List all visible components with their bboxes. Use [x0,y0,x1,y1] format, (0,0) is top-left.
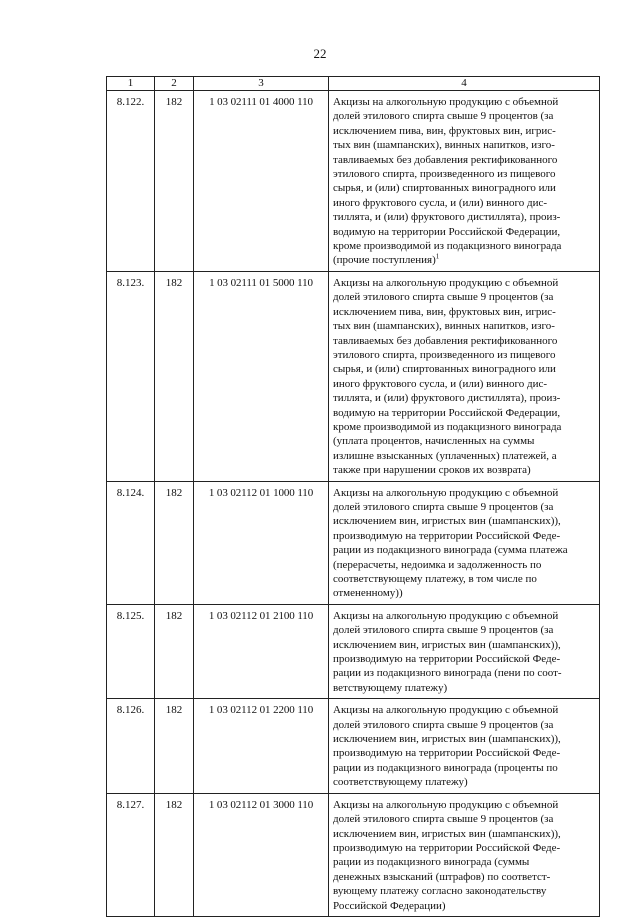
description-line-text: Акцизы на алкогольную продукцию с объемной [333,704,559,717]
header-col-1: 1 [107,77,155,91]
description-line-text: сырья, и (или) спиртованных виноградного или [333,363,556,376]
description-line-text: рации из подакцизного винограда (сумма платежа [333,544,568,557]
revenue-description [329,604,600,698]
description-line [333,558,595,572]
table-body [107,91,600,917]
description-line-text: рации из подакцизного винограда (пени по соот- [333,667,562,680]
description-line [333,362,595,376]
description-line-text: производимую на территории Российской Феде- [333,653,561,666]
description-line [333,253,595,267]
table-row [107,481,600,604]
row-number: 8.126. [107,699,155,793]
description-line [333,855,595,869]
description-line [333,529,595,543]
description-line-text: тиллята, и (или) фруктового дистиллята), произ- [333,211,561,224]
description-line-text: Российской Федерации) [333,899,446,912]
description-line [333,718,595,732]
description-line [333,109,595,123]
table-row [107,604,600,698]
description-line [333,290,595,304]
description-line-text: вующему платежу согласно законодательству [333,885,547,898]
description-line [333,652,595,666]
description-line [333,666,595,680]
description-line [333,391,595,405]
description-line [333,449,595,463]
description-line [333,153,595,167]
description-line-text: водимую на территории Российской Федерации, [333,406,561,419]
description-line [333,703,595,717]
description-line [333,305,595,319]
table-header-row [107,77,600,91]
description-line [333,124,595,138]
description-line-text: тавливаемых без добавления ректификованного [333,153,558,166]
budget-classification-code: 1 03 02112 01 1000 110 [194,481,329,604]
description-line [333,406,595,420]
budget-classification-code: 1 03 02112 01 2200 110 [194,699,329,793]
description-line-text: сырья, и (или) спиртованных виноградного или [333,182,556,195]
description-line [333,870,595,884]
row-number: 8.125. [107,604,155,698]
description-line [333,377,595,391]
admin-code: 182 [155,604,194,698]
description-line-text: ветствующему платежу) [333,681,448,694]
description-line-text: Акцизы на алкогольную продукцию с объемной [333,486,559,499]
description-line-text: отмененному)) [333,587,403,600]
admin-code: 182 [155,699,194,793]
row-number: 8.122. [107,91,155,272]
description-line [333,543,595,557]
admin-code: 182 [155,793,194,916]
description-line-text: долей этилового спирта свыше 9 процентов (за [333,718,554,731]
description-line [333,348,595,362]
description-line [333,181,595,195]
description-line-text: иного фруктового сусла, и (или) винного дис- [333,196,548,209]
description-line-text: долей этилового спирта свыше 9 процентов (за [333,110,554,123]
description-line-text: Акцизы на алкогольную продукцию с объемной [333,609,559,622]
row-number: 8.127. [107,793,155,916]
budget-classification-code: 1 03 02111 01 4000 110 [194,91,329,272]
description-line [333,572,595,586]
description-line-text: исключением вин, игристых вин (шампанских)), [333,733,561,746]
description-line [333,827,595,841]
table-row [107,699,600,793]
description-line-text: этилового спирта, произведенного из пищевого [333,348,556,361]
description-line-text: водимую на территории Российской Федерации, [333,225,561,238]
description-line [333,225,595,239]
description-line [333,899,595,913]
description-line [333,334,595,348]
description-line [333,319,595,333]
description-line-text: Акцизы на алкогольную продукцию с объемной [333,276,559,289]
revenue-description [329,91,600,272]
budget-classification-code: 1 03 02112 01 2100 110 [194,604,329,698]
revenue-description [329,481,600,604]
description-line-text: соответствующему платежу) [333,776,468,789]
revenue-description [329,271,600,481]
description-line [333,138,595,152]
description-line [333,196,595,210]
table-row [107,271,600,481]
description-line [333,210,595,224]
description-line-text: производимую на территории Российской Феде- [333,841,561,854]
description-line-text: денежных взысканий (штрафов) по соответст- [333,870,551,883]
header-col-4: 4 [329,77,600,91]
description-line-text: (перерасчеты, недоимка и задолженность по [333,558,542,571]
revenue-description [329,793,600,916]
description-line-text: тых вин (шампанских), винных напитков, изго- [333,320,555,333]
admin-code: 182 [155,481,194,604]
table-row [107,793,600,916]
description-line-text: иного фруктового сусла, и (или) винного дис- [333,377,548,390]
description-line-text: исключением вин, игристых вин (шампанских)), [333,638,561,651]
description-line [333,884,595,898]
row-number: 8.124. [107,481,155,604]
description-line [333,798,595,812]
header-col-3: 3 [194,77,329,91]
revenue-description [329,699,600,793]
footnote-marker: 1 [435,252,440,261]
description-line [333,761,595,775]
description-line-text: исключением пива, вин, фруктовых вин, игрис- [333,124,556,137]
description-line [333,732,595,746]
admin-code: 182 [155,91,194,272]
description-line [333,167,595,181]
description-line [333,500,595,514]
description-line [333,746,595,760]
description-line-text: исключением вин, игристых вин (шампанских)), [333,827,561,840]
description-line [333,463,595,477]
description-line-text: этилового спирта, произведенного из пищевого [333,168,556,181]
description-line [333,276,595,290]
description-line [333,681,595,695]
description-line-text: кроме производимой из подакцизного винограда [333,240,562,253]
description-line [333,623,595,637]
description-line [333,486,595,500]
description-line-text: долей этилового спирта свыше 9 процентов (за [333,500,554,513]
description-line-text: Акцизы на алкогольную продукцию с объемной [333,798,559,811]
description-line [333,434,595,448]
description-line [333,420,595,434]
description-line-text: долей этилового спирта свыше 9 процентов (за [333,291,554,304]
description-line [333,95,595,109]
description-line-text: рации из подакцизного винограда (суммы [333,856,530,869]
description-line-text: тиллята, и (или) фруктового дистиллята), произ- [333,392,561,405]
description-line [333,775,595,789]
description-line-text: исключением пива, вин, фруктовых вин, игрис- [333,305,556,318]
description-line-text: Акцизы на алкогольную продукцию с объемной [333,96,559,108]
description-line-text: (прочие поступления) [333,254,436,267]
description-line-text: соответствующему платежу, в том числе по [333,573,537,585]
description-line [333,609,595,623]
description-line [333,514,595,528]
description-line [333,812,595,826]
description-line-text: тавливаемых без добавления ректификованного [333,334,558,347]
budget-classification-code: 1 03 02112 01 3000 110 [194,793,329,916]
description-line-text: излишне взысканных (уплаченных) платежей, а [333,449,557,462]
description-line-text: кроме производимой из подакцизного винограда [333,420,562,433]
description-line-text: долей этилового спирта свыше 9 процентов (за [333,813,554,826]
page-number: 22 [313,46,327,61]
description-line-text: производимую на территории Российской Феде- [333,529,561,542]
description-line-text: тых вин (шампанских), винных напитков, изго- [333,139,555,152]
description-line-text: долей этилового спирта свыше 9 процентов (за [333,624,554,637]
description-line-text: также при нарушении сроков их возврата) [333,464,531,477]
table-row [107,91,600,272]
description-line [333,841,595,855]
admin-code: 182 [155,271,194,481]
description-line [333,638,595,652]
row-number: 8.123. [107,271,155,481]
description-line-text: исключением вин, игристых вин (шампанских)), [333,515,561,528]
budget-classification-code: 1 03 02111 01 5000 110 [194,271,329,481]
description-line-text: рации из подакцизного винограда (проценты по [333,761,558,774]
description-line [333,586,595,600]
description-line-text: производимую на территории Российской Феде- [333,747,561,760]
header-col-2: 2 [155,77,194,91]
description-line [333,239,595,253]
description-line-text: (уплата процентов, начисленных на суммы [333,435,535,448]
kbk-table [106,76,600,917]
